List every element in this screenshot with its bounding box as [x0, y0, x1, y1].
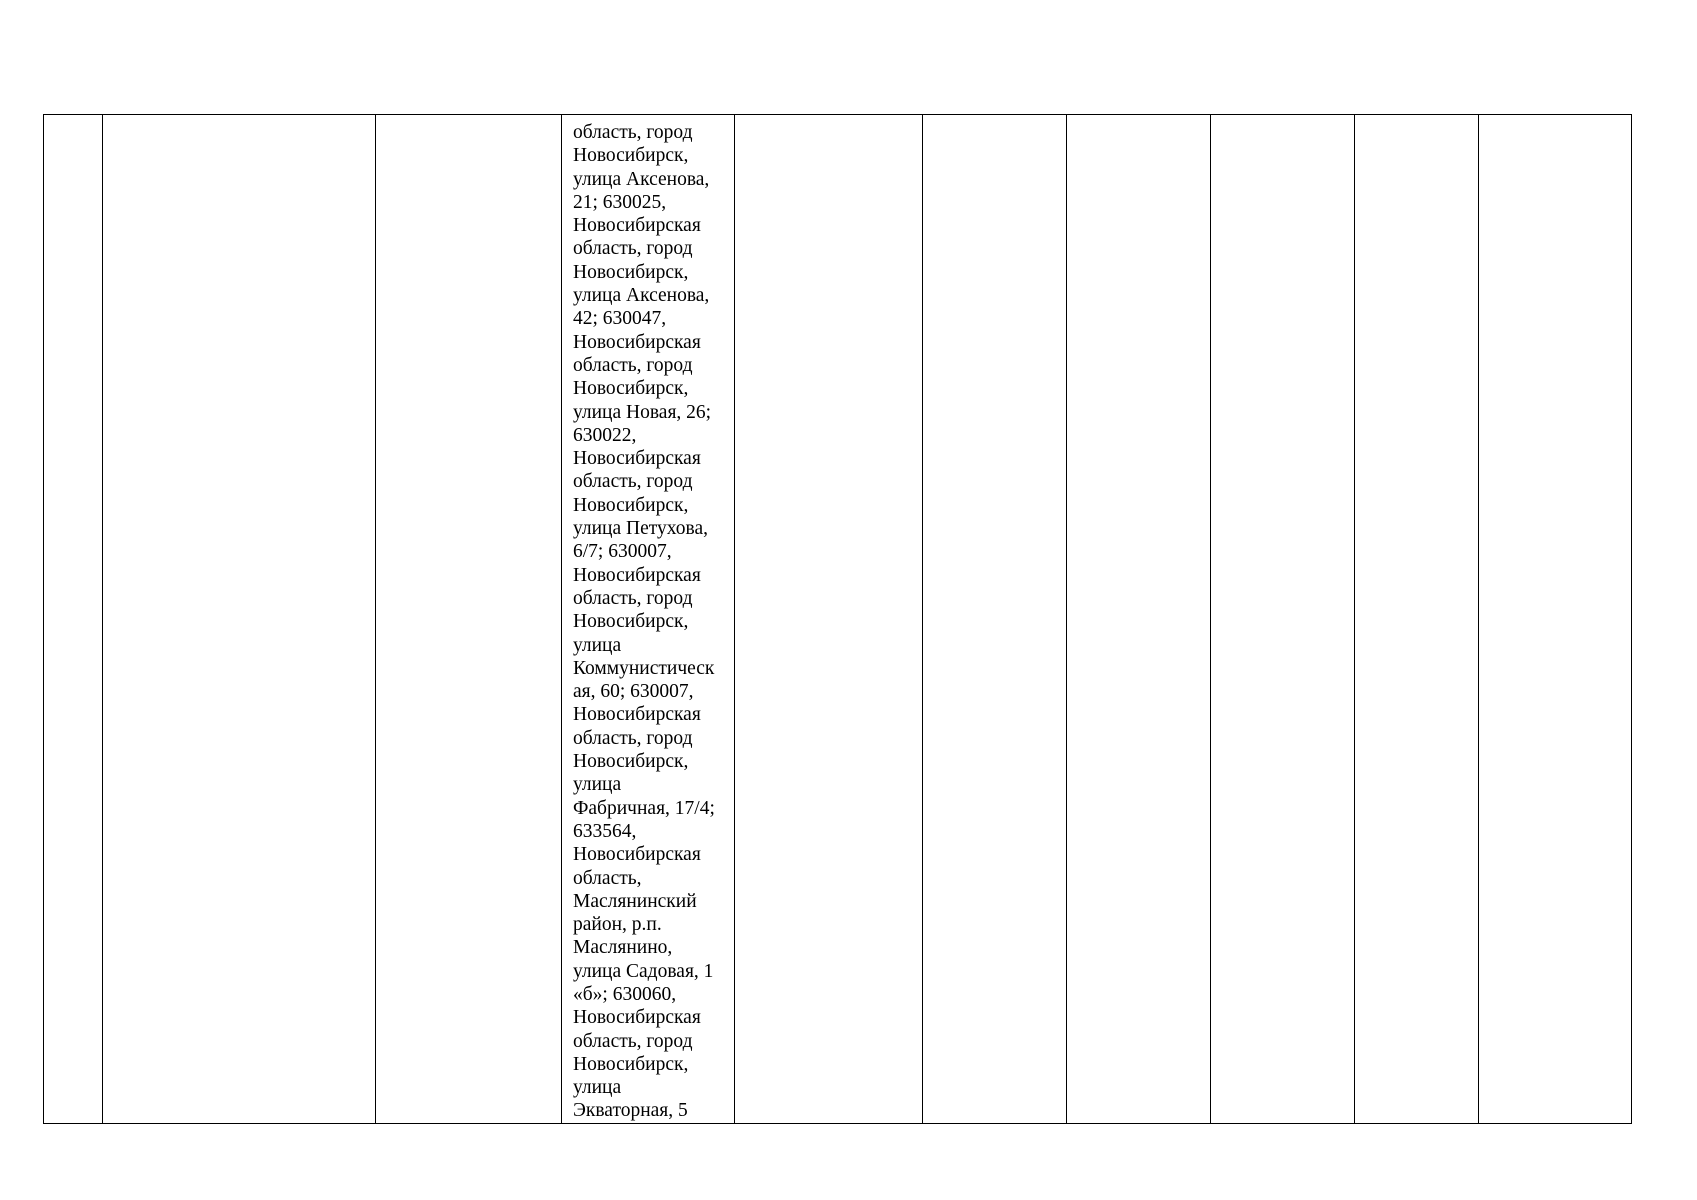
- address-line: улица Новая, 26;: [573, 401, 712, 423]
- address-line: улица: [573, 634, 622, 656]
- empty-cell: [923, 115, 1067, 1124]
- address-line: Новосибирская: [573, 331, 701, 353]
- address-line: область, город: [573, 354, 693, 376]
- address-line: Новосибирск,: [573, 751, 689, 773]
- address-line: Маслянино,: [573, 937, 673, 959]
- address-line: Новосибирск,: [573, 261, 689, 283]
- address-line: Новосибирская: [573, 448, 701, 470]
- address-line: «б»; 630060,: [573, 983, 677, 1005]
- address-line: 630022,: [573, 424, 637, 446]
- address-line: область, город: [573, 471, 693, 493]
- address-line: 21; 630025,: [573, 191, 667, 213]
- address-line: улица Аксенова,: [573, 168, 710, 190]
- address-line: Новосибирская: [573, 564, 701, 586]
- empty-cell: [1211, 115, 1355, 1124]
- address-line: Новосибирск,: [573, 145, 689, 167]
- address-line: Новосибирская: [573, 1007, 701, 1029]
- address-line: область, город: [573, 1030, 693, 1052]
- address-line: Экваторная, 5: [573, 1100, 688, 1122]
- address-line: область, город: [573, 587, 693, 609]
- address-line: Новосибирск,: [573, 1053, 689, 1075]
- empty-cell: [735, 115, 923, 1124]
- address-line: Новосибирск,: [573, 611, 689, 633]
- address-line: Новосибирская: [573, 844, 701, 866]
- address-text: [573, 121, 724, 1123]
- name-cell: [103, 115, 376, 1124]
- registry-table: [43, 114, 1632, 1124]
- address-line: Коммунистическ: [573, 657, 715, 679]
- address-line: Новосибирская: [573, 215, 701, 237]
- address-line: улица Петухова,: [573, 518, 709, 540]
- address-line: Новосибирская: [573, 704, 701, 726]
- address-line: область, город: [573, 122, 693, 143]
- address-line: Маслянинский: [573, 890, 697, 912]
- address-cell: [562, 115, 735, 1124]
- address-line: улица Садовая, 1: [573, 960, 714, 982]
- address-line: улица: [573, 1077, 622, 1099]
- address-line: Фабричная, 17/4;: [573, 797, 715, 819]
- address-line: Новосибирск,: [573, 494, 689, 516]
- table-row: [44, 115, 1632, 1124]
- empty-cell: [1067, 115, 1211, 1124]
- address-line: 6/7; 630007,: [573, 541, 672, 563]
- address-line: 633564,: [573, 820, 637, 842]
- details-cell: [376, 115, 562, 1124]
- address-line: Новосибирск,: [573, 378, 689, 400]
- address-line: область,: [573, 867, 642, 889]
- empty-cell: [1355, 115, 1479, 1124]
- address-line: 42; 630047,: [573, 308, 667, 330]
- address-line: улица Аксенова,: [573, 285, 710, 307]
- address-line: улица: [573, 774, 622, 796]
- address-line: область, город: [573, 727, 693, 749]
- address-line: район, р.п.: [573, 914, 662, 936]
- number-cell: [44, 115, 103, 1124]
- address-line: ая, 60; 630007,: [573, 681, 694, 703]
- empty-cell: [1479, 115, 1632, 1124]
- address-line: область, город: [573, 238, 693, 260]
